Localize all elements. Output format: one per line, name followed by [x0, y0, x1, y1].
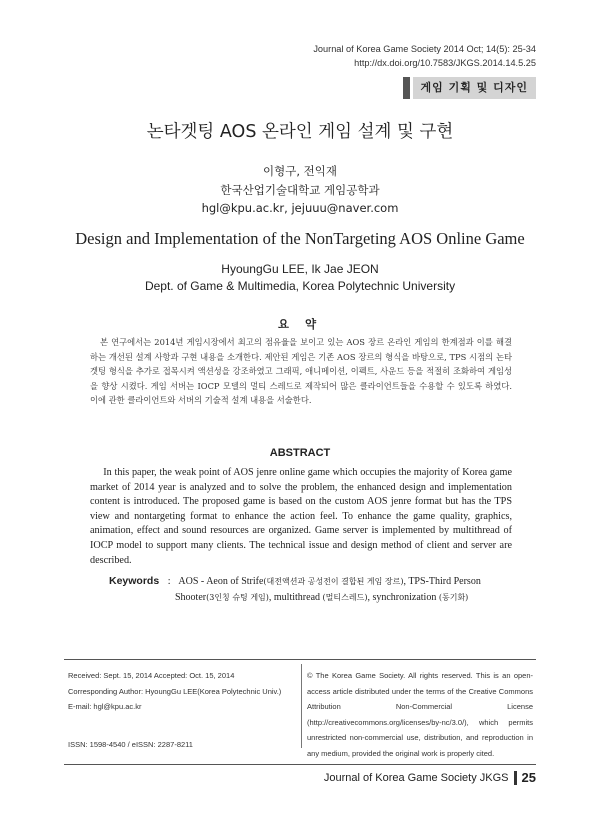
keyword-separator: , [367, 591, 373, 603]
abstract-heading-korean: 요 약 [277, 317, 323, 331]
keyword-multithread: multithread [273, 591, 321, 603]
keyword-separator: , [268, 591, 274, 603]
keywords-section [109, 574, 575, 605]
page-footer [324, 770, 536, 785]
keyword-tps: TPS-Third Person [408, 576, 481, 587]
title-english: Design and Implementation of the NonTargeting AOS Online Game [75, 229, 525, 248]
authors-english [0, 261, 600, 295]
affiliation-english: Dept. of Game & Multimedia, Korea Polytechnic University [144, 279, 456, 293]
corresponding-author: Corresponding Author: HyoungGu LEE(Korea Polytechnic Univ.) [68, 686, 282, 696]
keyword-synchronization-korean: (동기화) [436, 592, 469, 602]
footer-top-rule [64, 659, 536, 660]
category-banner [403, 77, 537, 99]
author-names-english: HyoungGu LEE, Ik Jae JEON [221, 262, 379, 276]
keywords-label: Keywords [109, 575, 160, 587]
doi-link[interactable]: http://dx.doi.org/10.7583/JKGS.2014.14.5.25 [354, 58, 536, 68]
footer-bottom-rule [64, 764, 536, 765]
keyword-aos-korean: (대전액션과 공성전이 결합된 게임 장르) [263, 577, 404, 586]
title-korean: 논타겟팅 AOS 온라인 게임 설계 및 구현 [146, 122, 454, 142]
category-label: 게임 기획 및 디자인 [413, 77, 537, 99]
keyword-separator: , [403, 576, 409, 587]
author-emails: hgl@kpu.ac.kr, jejuuu@naver.com [201, 201, 399, 215]
keyword-shooter: Shooter [175, 591, 207, 603]
footer-separator-bar [514, 771, 517, 785]
received-accepted-dates: Received: Sept. 15, 2014 Accepted: Oct. 15, 2014 [68, 671, 235, 680]
journal-citation: Journal of Korea Game Society 2014 Oct; 14(5): 25-34 [313, 44, 536, 54]
abstract-heading-english: ABSTRACT [269, 447, 331, 459]
footer-journal-name: Journal of Korea Game Society JKGS [323, 771, 509, 784]
keyword-shooter-korean: (3인칭 슈팅 게임) [206, 592, 269, 602]
issn-info: ISSN: 1598-4540 / eISSN: 2287-8211 [68, 739, 193, 749]
keyword-aos: AOS - Aeon of Strife [178, 576, 264, 587]
affiliation-korean: 한국산업기술대학교 게임공학과 [220, 182, 380, 197]
corresponding-email[interactable]: E-mail: hgl@kpu.ac.kr [68, 702, 142, 711]
abstract-body-english: In this paper, the weak point of AOS jenre online game which occupies the majority of Korea game market of 2014 year is analyzed and to solve the problem, the enhanced design and implementation content is introduced. The proposed game is based on the custom AOS jenre format but has the TPS view and nontargeting format to enhance the action feel. To enhance the game quality, graphics, animation, effect and sound resources are organized. Game server is implemented by multithread of IOCP model to support many clients. The technical issue and design method of client and server are described. [90, 467, 512, 566]
keyword-multithread-korean: (멀티스레드) [320, 592, 368, 602]
author-names-korean: 이형구, 전익재 [263, 164, 337, 178]
keywords-colon: : [167, 576, 171, 587]
category-accent-bar [403, 77, 410, 99]
keywords-line-2 [175, 590, 575, 606]
footer-column-divider [301, 664, 302, 748]
footer-article-info [68, 668, 300, 752]
journal-reference [313, 42, 536, 70]
authors-korean [0, 162, 600, 218]
abstract-body-korean: 본 연구에서는 2014년 게임시장에서 최고의 점유율을 보이고 있는 AOS 장르 온라인 게임의 한계점과 이를 해결하는 개선된 설계 사항과 구현 내용을 소개한다. 제안된 게임은 기존 AOS 장르의 형식을 바탕으로, TPS 시점의 논타겟팅 형식을 추가로 접목시켜 액션성을 강조하였고 그래픽, 애니메이션, 이펙트, 사운드 등을 적절히 조화하여 게임성을 향상 시켰다. 게임 서버는 IOCP 모델의 멀티 스레드로 제작되어 많은 클라이언트들을 수용할 수 있도록 하였다. 이에 관한 클라이언트와 서버의 기술적 설계 내용을 서술한다. [90, 337, 512, 406]
page-number: 25 [521, 770, 536, 785]
keywords-line-1 [109, 574, 575, 590]
keyword-synchronization: synchronization [372, 591, 437, 603]
footer-copyright: © The Korea Game Society. All rights reserved. This is an open-access article distributed under the terms of the Creative Commons Attribution Non-Commercial License (http://creativecommons.org/licenses/by-nc/3.0/), which permits unrestricted non-commercial use, distribution, and reproduction in any medium, provided the original work is properly cited. [307, 671, 533, 758]
